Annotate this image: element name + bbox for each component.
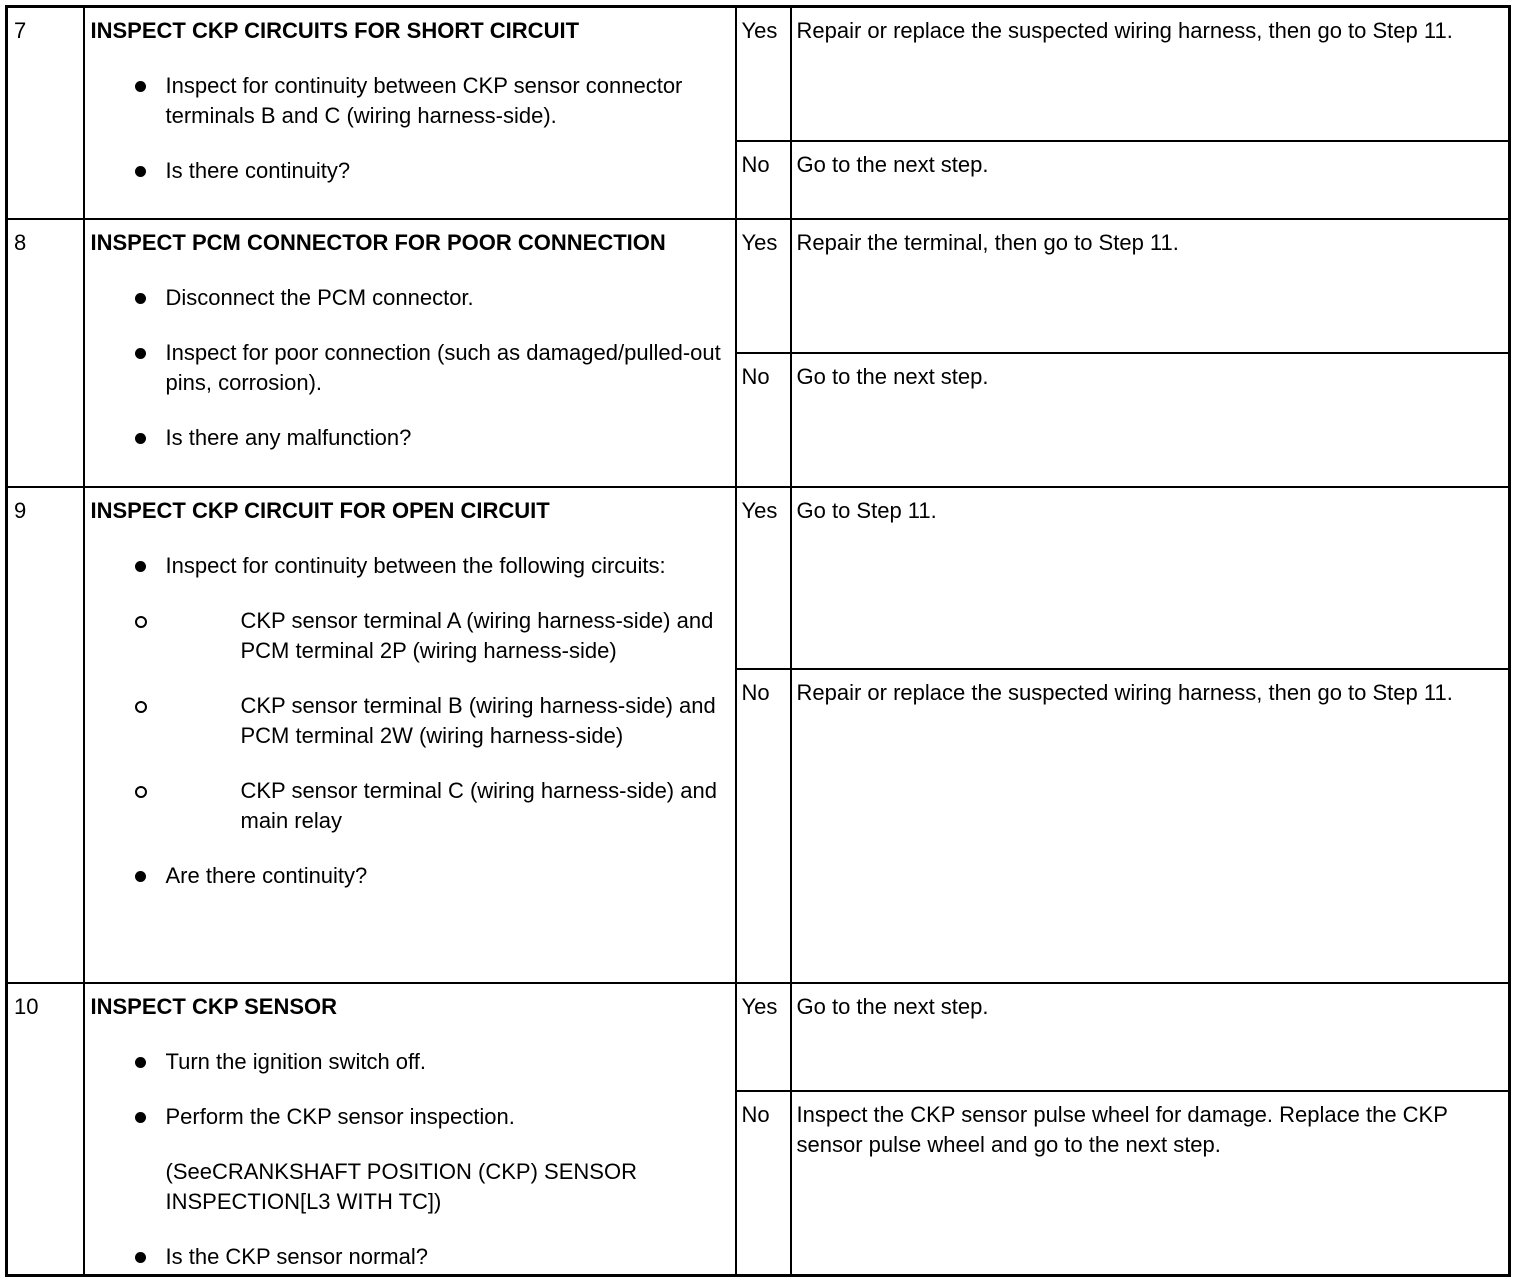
answer-no-label: No — [736, 1091, 791, 1276]
action-list — [91, 551, 729, 891]
answer-yes-label: Yes — [736, 487, 791, 669]
step-number: 7 — [7, 7, 84, 219]
step-action-cell — [84, 7, 736, 219]
action-bullet: Disconnect the PCM connector. — [91, 283, 729, 313]
answer-yes-label: Yes — [736, 983, 791, 1091]
action-list — [91, 283, 729, 453]
action-list — [91, 1047, 729, 1272]
action-bullet: Inspect for poor connection (such as damaged/pulled-out pins, corrosion). — [91, 338, 729, 398]
answer-no-result: Go to the next step. — [791, 353, 1510, 487]
answer-yes-label: Yes — [736, 7, 791, 141]
step-number: 8 — [7, 219, 84, 487]
action-list — [91, 71, 729, 186]
step-action-cell — [84, 487, 736, 983]
action-bullet: Is there continuity? — [91, 156, 729, 186]
step-title: INSPECT CKP CIRCUIT FOR OPEN CIRCUIT — [90, 497, 550, 523]
step-number: 9 — [7, 487, 84, 983]
answer-no-label: No — [736, 669, 791, 983]
action-bullet-text: Perform the CKP sensor inspection. — [165, 1103, 515, 1129]
sub-action-bullet: CKP sensor terminal A (wiring harness-side) and PCM terminal 2P (wiring harness-side) — [91, 606, 729, 666]
answer-no-result: Inspect the CKP sensor pulse wheel for damage. Replace the CKP sensor pulse wheel and go to the next step. — [791, 1091, 1510, 1276]
action-bullet-text: Inspect for continuity between the following circuits: — [165, 552, 666, 578]
step-row — [7, 487, 1510, 669]
answer-yes-result: Go to the next step. — [791, 983, 1510, 1091]
action-bullet: Is there any malfunction? — [91, 423, 729, 453]
sub-action-bullet: CKP sensor terminal C (wiring harness-side) and main relay — [91, 776, 729, 836]
answer-yes-result: Go to Step 11. — [791, 487, 1510, 669]
answer-no-result: Go to the next step. — [791, 141, 1510, 219]
step-number: 10 — [7, 983, 84, 1276]
action-bullet: Turn the ignition switch off. — [91, 1047, 729, 1077]
action-bullet — [91, 551, 729, 836]
diagnostic-procedure-table — [5, 5, 1511, 1277]
answer-yes-label: Yes — [736, 219, 791, 353]
action-bullet — [91, 1102, 729, 1217]
step-row — [7, 219, 1510, 353]
answer-yes-result: Repair the terminal, then go to Step 11. — [791, 219, 1510, 353]
step-row — [7, 7, 1510, 141]
answer-yes-result: Repair or replace the suspected wiring harness, then go to Step 11. — [791, 7, 1510, 141]
answer-no-label: No — [736, 141, 791, 219]
step-action-cell — [84, 219, 736, 487]
step-title: INSPECT CKP CIRCUITS FOR SHORT CIRCUIT — [90, 18, 580, 43]
step-action-cell — [84, 983, 736, 1276]
action-bullet: Is the CKP sensor normal? — [91, 1242, 729, 1272]
answer-no-label: No — [736, 353, 791, 487]
step-title: INSPECT CKP SENSOR — [90, 993, 338, 1019]
action-bullet: Are there continuity? — [91, 861, 729, 891]
action-bullet: Inspect for continuity between CKP sensor connector terminals B and C (wiring harness-side). — [91, 71, 729, 131]
sub-action-bullet: CKP sensor terminal B (wiring harness-side) and PCM terminal 2W (wiring harness-side) — [91, 691, 729, 751]
answer-no-result: Repair or replace the suspected wiring harness, then go to Step 11. — [791, 669, 1510, 983]
manual-reference-link[interactable]: (SeeCRANKSHAFT POSITION (CKP) SENSOR INSPECTION[L3 WITH TC]) — [165, 1158, 637, 1214]
step-row — [7, 983, 1510, 1091]
sub-action-list — [91, 606, 729, 836]
step-title: INSPECT PCM CONNECTOR FOR POOR CONNECTION — [90, 229, 666, 255]
